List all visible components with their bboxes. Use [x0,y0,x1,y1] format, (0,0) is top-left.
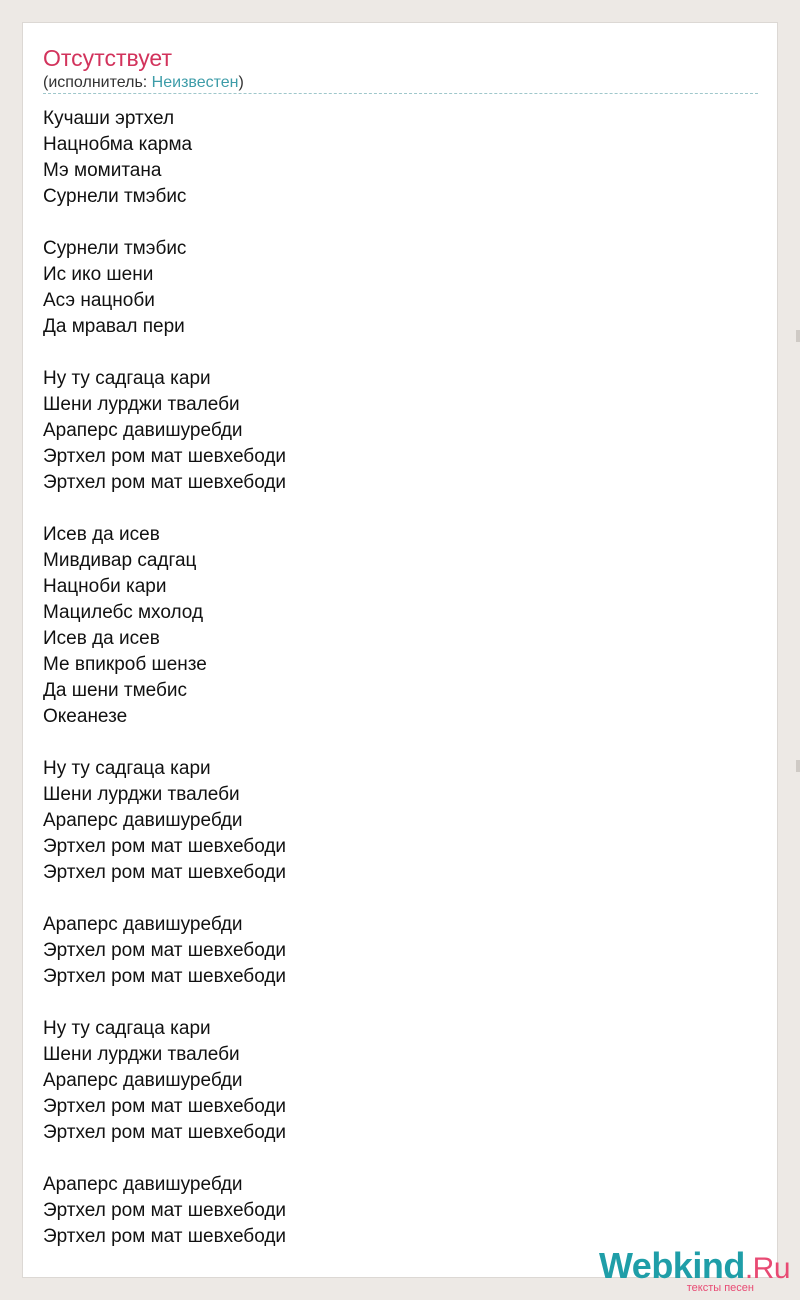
artist-prefix: (исполнитель: [43,74,152,91]
artist-link[interactable]: Неизвестен [151,74,239,91]
lyric-line: Асэ нацноби [43,290,155,311]
lyric-line: Мивдивар садгац [43,550,197,571]
lyric-line: Эртхел ром мат шевхебоди [43,966,287,987]
lyric-line: Мэ момитана [43,160,162,181]
lyric-line: Араперс давишуребди [43,914,243,935]
lyric-line: Сурнели тмэбис [43,238,187,259]
song-title: Отсутствует [43,45,172,71]
lyric-line: Нацноби кари [43,576,167,597]
stanza-break [43,730,286,756]
lyric-line: Эртхел ром мат шевхебоди [43,1200,287,1221]
lyrics-card [22,22,778,1278]
artist-suffix: ) [238,74,244,91]
lyric-line: Ис ико шени [43,264,154,285]
lyrics-text [43,106,286,1250]
lyric-line: Ну ту садгаца кари [43,1018,211,1039]
lyric-line: Кучаши эртхел [43,108,175,129]
lyric-line: Араперс давишуребди [43,1174,243,1195]
lyric-line: Эртхел ром мат шевхебоди [43,940,287,961]
lyric-line: Эртхел ром мат шевхебоди [43,836,287,857]
lyric-line: Эртхел ром мат шевхебоди [43,1226,287,1247]
lyric-line: Араперс давишуребди [43,420,243,441]
lyric-line: Эртхел ром мат шевхебоди [43,1122,287,1143]
lyric-line: Эртхел ром мат шевхебоди [43,862,287,883]
lyric-line: Нацнобма карма [43,134,193,155]
lyric-line: Исев да исев [43,628,160,649]
logo-tagline: тексты песен [686,1282,754,1294]
lyric-line: Шени лурджи твалеби [43,394,240,415]
edge-decoration [796,760,800,772]
lyric-line: Да шени тмебис [43,680,188,701]
title-divider [43,93,758,94]
lyric-line: Мацилебс мхолод [43,602,204,623]
lyric-line: Ну ту садгаца кари [43,758,211,779]
stanza-break [43,1146,286,1172]
lyric-line: Араперс давишуребди [43,1070,243,1091]
stanza-break [43,990,286,1016]
lyric-line: Ме впикроб шензе [43,654,207,675]
lyric-line: Сурнели тмэбис [43,186,187,207]
site-logo[interactable] [596,1244,796,1294]
logo-name: Webkind [598,1245,745,1286]
lyric-line: Исев да исев [43,524,160,545]
lyric-line: Ну ту садгаца кари [43,368,211,389]
lyric-line: Эртхел ром мат шевхебоди [43,1096,287,1117]
lyric-line: Да мравал пери [43,316,185,337]
stanza-break [43,210,286,236]
stanza-break [43,496,286,522]
lyric-line: Океанезе [43,706,128,727]
artist-line [43,73,244,93]
lyric-line: Эртхел ром мат шевхебоди [43,446,287,467]
logo-tld: .Ru [744,1252,790,1285]
lyric-line: Шени лурджи твалеби [43,1044,240,1065]
lyric-line: Шени лурджи твалеби [43,784,240,805]
stanza-break [43,886,286,912]
edge-decoration [796,330,800,342]
lyric-line: Эртхел ром мат шевхебоди [43,472,287,493]
stanza-break [43,340,286,366]
lyric-line: Араперс давишуребди [43,810,243,831]
